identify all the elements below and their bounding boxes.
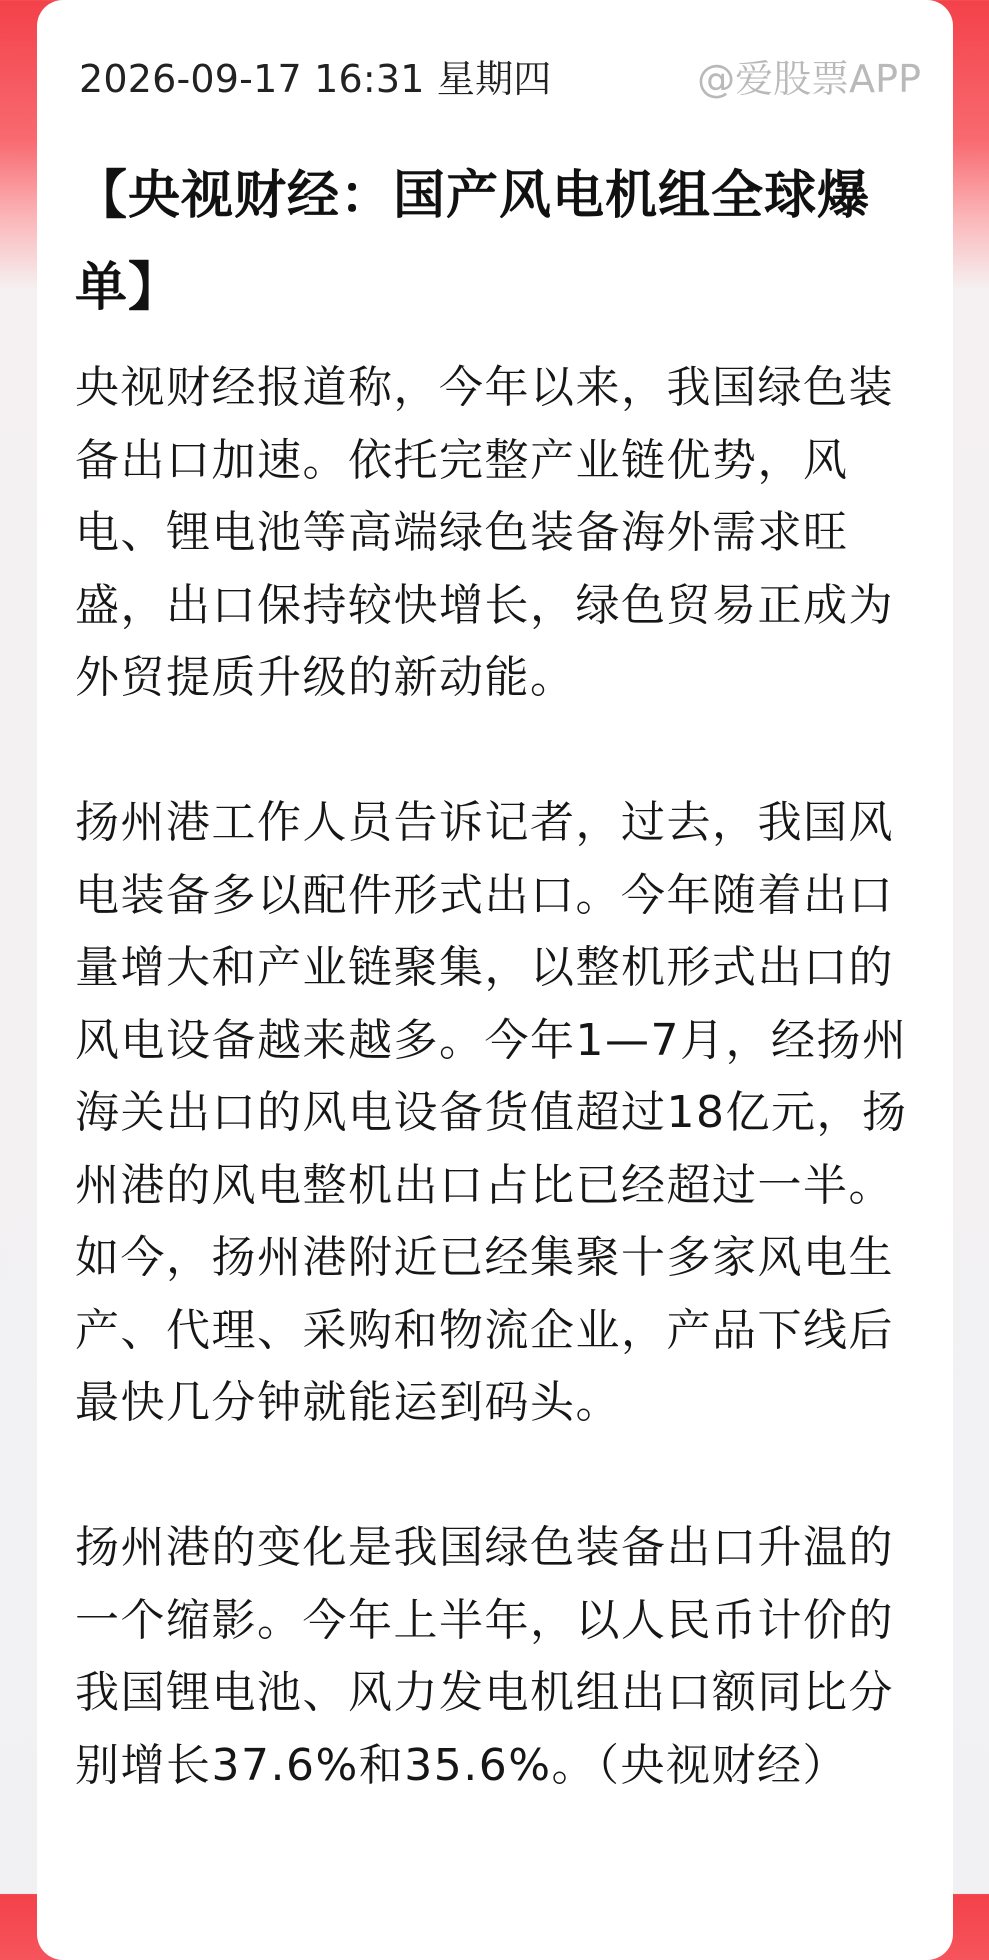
- source-watermark: @爱股票APP: [697, 57, 921, 101]
- paragraph-1: 央视财经报道称，今年以来，我国绿色装备出口加速。依托完整产业链优势，风电、锂电池等高端绿色装备海外需求旺盛，出口保持较快增长，绿色贸易正成为外贸提质升级的新动能。: [75, 362, 894, 703]
- post-title: 【央视财经：国产风电机组全球爆单】: [75, 166, 871, 318]
- paragraph-2: 扬州港工作人员告诉记者，过去，我国风电装备多以配件形式出口。今年随着出口量增大和产业链聚集，以整机形式出口的风电设备越来越多。今年1—7月，经扬州海关出口的风电设备货值超过18亿元，扬州港的风电整机出口占比已经超过一半。如今，扬州港附近已经集聚十多家风电生产、代理、采购和物流企业，产品下线后最快几分钟就能运到码头。: [75, 797, 908, 1428]
- post-meta: [79, 54, 921, 104]
- post-timestamp: 2026-09-17 16:31 星期四: [79, 57, 552, 101]
- post-body: [75, 352, 927, 1875]
- paragraph-3: 扬州港的变化是我国绿色装备出口升温的一个缩影。今年上半年，以人民币计价的我国锂电池、风力发电机组出口额同比分别增长37.6%和35.6%。（央视财经）: [75, 1522, 894, 1791]
- post-card: [37, 0, 953, 1960]
